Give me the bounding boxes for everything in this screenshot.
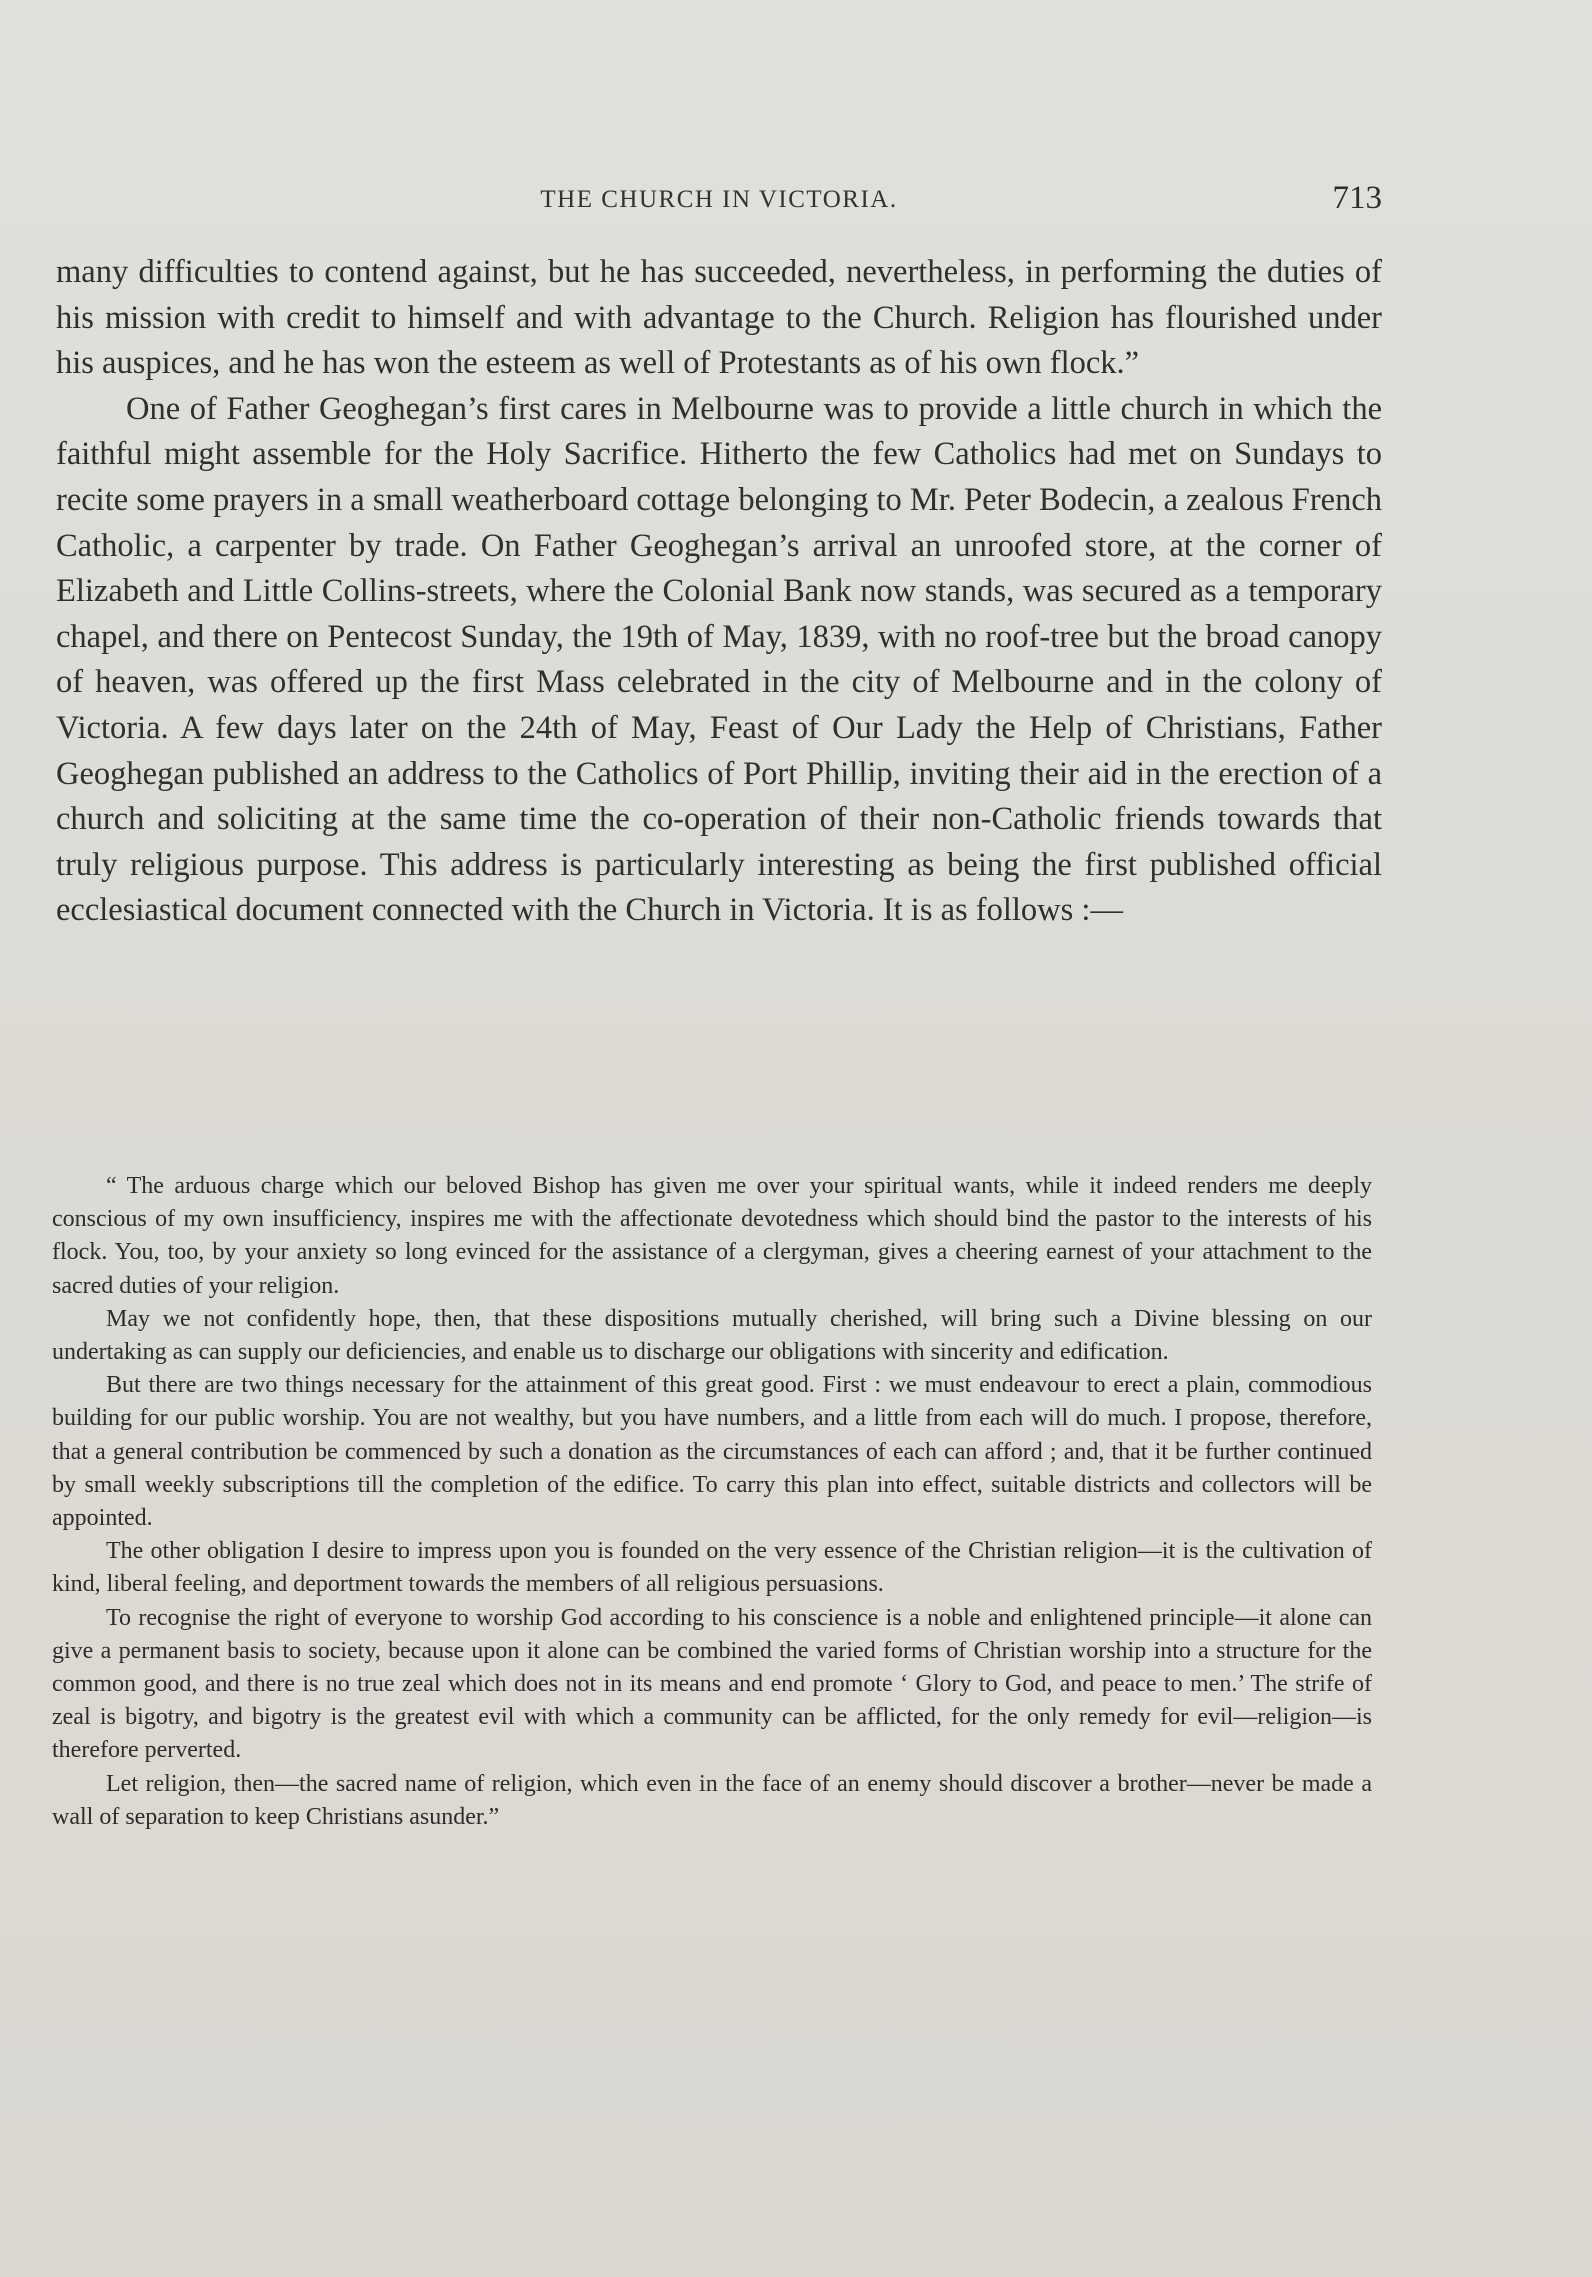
page-number: 713 bbox=[1332, 180, 1382, 216]
quote-paragraph: May we not confidently hope, then, that these dispositions mutually cherished, will bring such a Divine blessing on our undertaking as can supply our deficiencies, and enable us to discharge our obligations with sincerity and edification. bbox=[52, 1305, 1372, 1366]
running-head bbox=[56, 180, 1382, 220]
quote-paragraph: The other obligation I desire to impress upon you is founded on the very essence of the Christian religion—it is the cultivation of kind, liberal feeling, and deportment towards the members of all religious persuasions. bbox=[52, 1538, 1372, 1598]
body-text bbox=[56, 250, 1382, 934]
quote-paragraph: To recognise the right of everyone to worship God according to his conscience is a noble and enlightened principle—it alone can give a permanent basis to society, because upon it alone can be combined the varied forms of Christian worship into a structure for the common good, and there is no true zeal which does not in its means and end promote ‘ Glory to God, and peace to men.’ The strife of zeal is bigotry, and bigotry is the greatest evil with which a community can be afflicted, for the only remedy for evil—religion—is therefore perverted. bbox=[52, 1604, 1372, 1764]
quote-paragraph: But there are two things necessary for the attainment of this great good. First : we must endeavour to erect a plain, commodious building for our public worship. You are not wealthy, but you have numbers, and a little from each will do much. I propose, therefore, that a general contribution be commenced by such a donation as the circumstances of each can afford ; and, that it be further continued by small weekly subscriptions till the completion of the edifice. To carry this plan into effect, suitable districts and collectors will be appointed. bbox=[52, 1372, 1372, 1532]
body-paragraph-continued: many difficulties to contend against, but he has succeeded, nevertheless, in performing the duties of his mission with credit to himself and with advantage to the Church. Religion has flourished under his auspices, and he has won the esteem as well of Protestants as of his own flock.” bbox=[56, 254, 1382, 382]
quote-paragraph: “ The arduous charge which our beloved Bishop has given me over your spiritual wants, while it indeed renders me deeply conscious of my own insufficiency, inspires me with the affectionate devotedness which should bind the pastor to the interests of his flock. You, too, by your anxiety so long evinced for the assistance of a clergyman, gives a cheering earnest of your attachment to the sacred duties of your religion. bbox=[52, 1173, 1372, 1299]
quote-paragraph: Let religion, then—the sacred name of religion, which even in the face of an enemy should discover a brother—never be made a wall of separation to keep Christians asunder.” bbox=[52, 1770, 1372, 1830]
body-paragraph: One of Father Geoghegan’s first cares in Melbourne was to provide a little church in which the faithful might assemble for the Holy Sacrifice. Hitherto the few Catholics had met on Sundays to recite some prayers in a small weatherboard cottage belonging to Mr. Peter Bodecin, a zealous French Catholic, a carpenter by trade. On Father Geoghegan’s arrival an unroofed store, at the corner of Elizabeth and Little Collins-streets, where the Colonial Bank now stands, was secured as a temporary chapel, and there on Pentecost Sunday, the 19th of May, 1839, with no roof-tree but the broad canopy of heaven, was offered up the first Mass celebrated in the city of Melbourne and in the colony of Victoria. A few days later on the 24th of May, Feast of Our Lady the Help of Christians, Father Geoghegan published an address to the Catholics of Port Phillip, inviting their aid in the erection of a church and soliciting at the same time the co-operation of their non-Catholic friends towards that truly religious purpose. This address is particularly interesting as being the first published official ecclesiastical document connected with the Church in Victoria. It is as follows :— bbox=[56, 390, 1382, 929]
quoted-address bbox=[52, 1170, 1372, 1834]
running-title: THE CHURCH IN VICTORIA. bbox=[540, 186, 898, 213]
